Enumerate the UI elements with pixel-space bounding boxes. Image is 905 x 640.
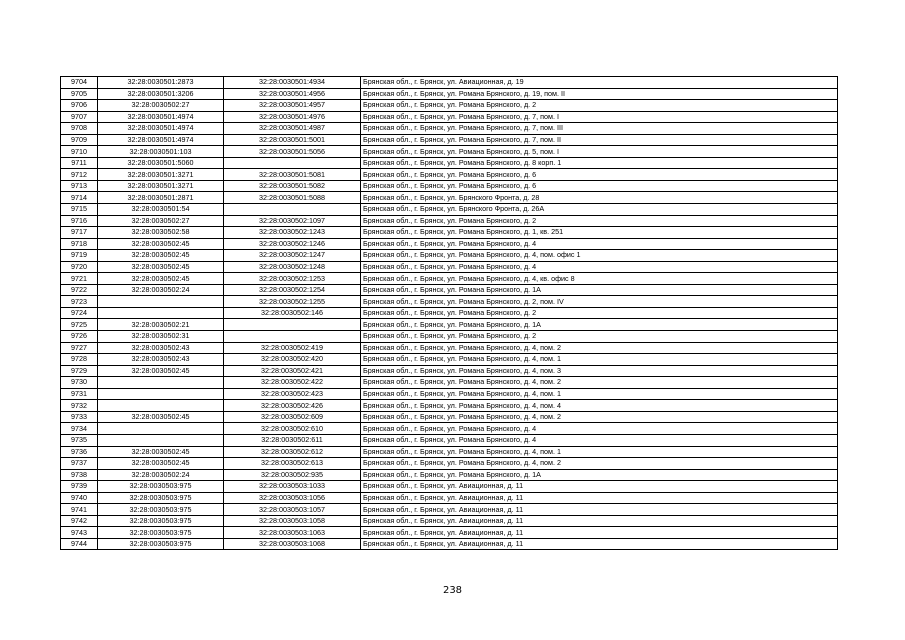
object-cadastral-number-cell: 32:28:0030502:423: [224, 388, 361, 400]
row-number-cell: 9711: [61, 157, 98, 169]
object-cadastral-number-cell: 32:28:0030502:1253: [224, 273, 361, 285]
address-cell: Брянская обл., г. Брянск, ул. Романа Брянского, д. 4, пом. 4: [361, 400, 838, 412]
address-cell: Брянская обл., г. Брянск, ул. Романа Брянского, д. 5, пом. I: [361, 146, 838, 158]
address-cell: Брянская обл., г. Брянск, ул. Романа Брянского, д. 4, пом. 1: [361, 388, 838, 400]
object-cadastral-number-cell: 32:28:0030502:1248: [224, 261, 361, 273]
row-number-cell: 9713: [61, 180, 98, 192]
address-cell: Брянская обл., г. Брянск, ул. Романа Брянского, д. 2: [361, 100, 838, 112]
object-cadastral-number-cell: 32:28:0030501:5081: [224, 169, 361, 181]
table-row: [61, 400, 838, 412]
cadastral-number-cell: [98, 377, 224, 389]
table-row: [61, 180, 838, 192]
row-number-cell: 9719: [61, 250, 98, 262]
table-row: [61, 250, 838, 262]
object-cadastral-number-cell: 32:28:0030503:1056: [224, 492, 361, 504]
address-cell: Брянская обл., г. Брянск, ул. Авиационная, д. 11: [361, 481, 838, 493]
table-row: [61, 377, 838, 389]
object-cadastral-number-cell: 32:28:0030503:1057: [224, 504, 361, 516]
table-row: [61, 504, 838, 516]
address-cell: Брянская обл., г. Брянск, ул. Романа Брянского, д. 4: [361, 261, 838, 273]
cadastral-number-cell: 32:28:0030502:45: [98, 458, 224, 470]
row-number-cell: 9739: [61, 481, 98, 493]
object-cadastral-number-cell: [224, 331, 361, 343]
cadastral-number-cell: 32:28:0030502:45: [98, 273, 224, 285]
row-number-cell: 9706: [61, 100, 98, 112]
cadastral-number-cell: 32:28:0030501:4974: [98, 123, 224, 135]
object-cadastral-number-cell: [224, 204, 361, 216]
table-row: [61, 215, 838, 227]
cadastral-number-cell: 32:28:0030502:27: [98, 100, 224, 112]
address-cell: Брянская обл., г. Брянск, ул. Романа Брянского, д. 4: [361, 434, 838, 446]
table-row: [61, 423, 838, 435]
row-number-cell: 9712: [61, 169, 98, 181]
address-cell: Брянская обл., г. Брянск, ул. Романа Брянского, д. 19, пом. II: [361, 88, 838, 100]
object-cadastral-number-cell: 32:28:0030502:1255: [224, 296, 361, 308]
row-number-cell: 9705: [61, 88, 98, 100]
page-number: 238: [442, 585, 463, 596]
row-number-cell: 9704: [61, 77, 98, 89]
address-cell: Брянская обл., г. Брянск, ул. Романа Брянского, д. 4, кв. офис 8: [361, 273, 838, 285]
address-cell: Брянская обл., г. Брянск, ул. Романа Брянского, д. 4: [361, 423, 838, 435]
address-cell: Брянская обл., г. Брянск, ул. Авиационная, д. 11: [361, 515, 838, 527]
cadastral-number-cell: 32:28:0030502:58: [98, 227, 224, 239]
table-row: [61, 88, 838, 100]
object-cadastral-number-cell: 32:28:0030502:1097: [224, 215, 361, 227]
row-number-cell: 9726: [61, 331, 98, 343]
object-cadastral-number-cell: 32:28:0030502:1243: [224, 227, 361, 239]
row-number-cell: 9725: [61, 319, 98, 331]
object-cadastral-number-cell: 32:28:0030502:419: [224, 342, 361, 354]
table-row: [61, 77, 838, 89]
row-number-cell: 9716: [61, 215, 98, 227]
row-number-cell: 9723: [61, 296, 98, 308]
address-cell: Брянская обл., г. Брянск, ул. Романа Брянского, д. 2: [361, 331, 838, 343]
cadastral-number-cell: 32:28:0030502:27: [98, 215, 224, 227]
cadastral-number-cell: 32:28:0030502:45: [98, 446, 224, 458]
address-cell: Брянская обл., г. Брянск, ул. Брянского Фронта, д. 26А: [361, 204, 838, 216]
address-cell: Брянская обл., г. Брянск, ул. Романа Брянского, д. 2: [361, 215, 838, 227]
cadastral-number-cell: 32:28:0030502:45: [98, 411, 224, 423]
cadastral-number-cell: 32:28:0030502:24: [98, 469, 224, 481]
cadastral-number-cell: 32:28:0030501:3206: [98, 88, 224, 100]
table-row: [61, 157, 838, 169]
cadastral-number-cell: 32:28:0030501:5060: [98, 157, 224, 169]
row-number-cell: 9732: [61, 400, 98, 412]
table-row: [61, 146, 838, 158]
object-cadastral-number-cell: 32:28:0030501:4976: [224, 111, 361, 123]
object-cadastral-number-cell: 32:28:0030502:1246: [224, 238, 361, 250]
address-cell: Брянская обл., г. Брянск, ул. Романа Брянского, д. 1А: [361, 469, 838, 481]
address-cell: Брянская обл., г. Брянск, ул. Романа Брянского, д. 4, пом. офис 1: [361, 250, 838, 262]
object-cadastral-number-cell: [224, 319, 361, 331]
table-row: [61, 354, 838, 366]
object-cadastral-number-cell: 32:28:0030503:1063: [224, 527, 361, 539]
row-number-cell: 9733: [61, 411, 98, 423]
row-number-cell: 9715: [61, 204, 98, 216]
address-cell: Брянская обл., г. Брянск, ул. Романа Брянского, д. 2, пом. IV: [361, 296, 838, 308]
cadastral-number-cell: 32:28:0030501:103: [98, 146, 224, 158]
cadastral-number-cell: 32:28:0030503:975: [98, 527, 224, 539]
object-cadastral-number-cell: 32:28:0030501:4987: [224, 123, 361, 135]
address-cell: Брянская обл., г. Брянск, ул. Романа Брянского, д. 4, пом. 3: [361, 365, 838, 377]
object-cadastral-number-cell: 32:28:0030502:426: [224, 400, 361, 412]
object-cadastral-number-cell: 32:28:0030501:5082: [224, 180, 361, 192]
row-number-cell: 9710: [61, 146, 98, 158]
table-row: [61, 469, 838, 481]
row-number-cell: 9743: [61, 527, 98, 539]
table-row: [61, 365, 838, 377]
cadastral-number-cell: 32:28:0030502:21: [98, 319, 224, 331]
cadastral-number-cell: [98, 423, 224, 435]
cadastral-number-cell: 32:28:0030501:4974: [98, 111, 224, 123]
table-row: [61, 388, 838, 400]
row-number-cell: 9734: [61, 423, 98, 435]
cadastral-number-cell: 32:28:0030502:45: [98, 250, 224, 262]
address-cell: Брянская обл., г. Брянск, ул. Романа Брянского, д. 1А: [361, 319, 838, 331]
registry-table: [60, 76, 838, 550]
cadastral-number-cell: 32:28:0030501:3271: [98, 180, 224, 192]
address-cell: Брянская обл., г. Брянск, ул. Романа Брянского, д. 4: [361, 238, 838, 250]
object-cadastral-number-cell: 32:28:0030502:1254: [224, 284, 361, 296]
address-cell: Брянская обл., г. Брянск, ул. Романа Брянского, д. 7, пом. II: [361, 134, 838, 146]
object-cadastral-number-cell: 32:28:0030503:1058: [224, 515, 361, 527]
table-row: [61, 284, 838, 296]
address-cell: Брянская обл., г. Брянск, ул. Романа Брянского, д. 7, пом. I: [361, 111, 838, 123]
cadastral-number-cell: 32:28:0030503:975: [98, 492, 224, 504]
object-cadastral-number-cell: 32:28:0030502:146: [224, 307, 361, 319]
cadastral-number-cell: 32:28:0030502:31: [98, 331, 224, 343]
object-cadastral-number-cell: 32:28:0030502:421: [224, 365, 361, 377]
row-number-cell: 9721: [61, 273, 98, 285]
cadastral-number-cell: 32:28:0030502:43: [98, 354, 224, 366]
address-cell: Брянская обл., г. Брянск, ул. Романа Брянского, д. 6: [361, 180, 838, 192]
row-number-cell: 9742: [61, 515, 98, 527]
row-number-cell: 9741: [61, 504, 98, 516]
address-cell: Брянская обл., г. Брянск, ул. Авиационная, д. 11: [361, 504, 838, 516]
address-cell: Брянская обл., г. Брянск, ул. Романа Брянского, д. 4, пом. 2: [361, 377, 838, 389]
object-cadastral-number-cell: 32:28:0030502:610: [224, 423, 361, 435]
table-row: [61, 111, 838, 123]
cadastral-number-cell: 32:28:0030501:4974: [98, 134, 224, 146]
object-cadastral-number-cell: 32:28:0030503:1033: [224, 481, 361, 493]
cadastral-number-cell: 32:28:0030502:43: [98, 342, 224, 354]
table-row: [61, 204, 838, 216]
address-cell: Брянская обл., г. Брянск, ул. Романа Брянского, д. 8 корп. 1: [361, 157, 838, 169]
table-row: [61, 261, 838, 273]
table-row: [61, 492, 838, 504]
object-cadastral-number-cell: 32:28:0030502:422: [224, 377, 361, 389]
cadastral-number-cell: 32:28:0030501:3271: [98, 169, 224, 181]
table-row: [61, 411, 838, 423]
row-number-cell: 9722: [61, 284, 98, 296]
table-row: [61, 319, 838, 331]
address-cell: Брянская обл., г. Брянск, ул. Романа Брянского, д. 2: [361, 307, 838, 319]
row-number-cell: 9736: [61, 446, 98, 458]
cadastral-number-cell: [98, 296, 224, 308]
cadastral-number-cell: [98, 400, 224, 412]
table-row: [61, 527, 838, 539]
cadastral-number-cell: 32:28:0030503:975: [98, 515, 224, 527]
cadastral-number-cell: 32:28:0030501:2871: [98, 192, 224, 204]
table-row: [61, 227, 838, 239]
address-cell: Брянская обл., г. Брянск, ул. Авиационная, д. 11: [361, 538, 838, 550]
row-number-cell: 9731: [61, 388, 98, 400]
table-row: [61, 123, 838, 135]
address-cell: Брянская обл., г. Брянск, ул. Авиационная, д. 19: [361, 77, 838, 89]
object-cadastral-number-cell: 32:28:0030501:4934: [224, 77, 361, 89]
address-cell: Брянская обл., г. Брянск, ул. Брянского Фронта, д. 28: [361, 192, 838, 204]
row-number-cell: 9709: [61, 134, 98, 146]
object-cadastral-number-cell: 32:28:0030503:1068: [224, 538, 361, 550]
row-number-cell: 9708: [61, 123, 98, 135]
table-row: [61, 238, 838, 250]
row-number-cell: 9728: [61, 354, 98, 366]
cadastral-number-cell: 32:28:0030501:54: [98, 204, 224, 216]
object-cadastral-number-cell: 32:28:0030501:5056: [224, 146, 361, 158]
table-row: [61, 169, 838, 181]
address-cell: Брянская обл., г. Брянск, ул. Романа Брянского, д. 6: [361, 169, 838, 181]
table-row: [61, 481, 838, 493]
cadastral-number-cell: 32:28:0030502:24: [98, 284, 224, 296]
address-cell: Брянская обл., г. Брянск, ул. Романа Брянского, д. 7, пом. III: [361, 123, 838, 135]
object-cadastral-number-cell: 32:28:0030502:613: [224, 458, 361, 470]
object-cadastral-number-cell: 32:28:0030501:4956: [224, 88, 361, 100]
row-number-cell: 9707: [61, 111, 98, 123]
address-cell: Брянская обл., г. Брянск, ул. Романа Брянского, д. 4, пом. 1: [361, 446, 838, 458]
table-row: [61, 538, 838, 550]
cadastral-number-cell: 32:28:0030503:975: [98, 504, 224, 516]
object-cadastral-number-cell: 32:28:0030502:609: [224, 411, 361, 423]
address-cell: Брянская обл., г. Брянск, ул. Романа Брянского, д. 4, пом. 2: [361, 342, 838, 354]
row-number-cell: 9729: [61, 365, 98, 377]
row-number-cell: 9718: [61, 238, 98, 250]
object-cadastral-number-cell: 32:28:0030501:5001: [224, 134, 361, 146]
row-number-cell: 9735: [61, 434, 98, 446]
address-cell: Брянская обл., г. Брянск, ул. Романа Брянского, д. 1, кв. 251: [361, 227, 838, 239]
row-number-cell: 9727: [61, 342, 98, 354]
address-cell: Брянская обл., г. Брянск, ул. Романа Брянского, д. 4, пом. 2: [361, 411, 838, 423]
table-row: [61, 515, 838, 527]
table-row: [61, 296, 838, 308]
registry-table-body: [61, 77, 838, 550]
object-cadastral-number-cell: 32:28:0030502:1247: [224, 250, 361, 262]
row-number-cell: 9714: [61, 192, 98, 204]
address-cell: Брянская обл., г. Брянск, ул. Романа Брянского, д. 1А: [361, 284, 838, 296]
row-number-cell: 9738: [61, 469, 98, 481]
table-row: [61, 342, 838, 354]
row-number-cell: 9740: [61, 492, 98, 504]
object-cadastral-number-cell: 32:28:0030502:935: [224, 469, 361, 481]
table-row: [61, 134, 838, 146]
address-cell: Брянская обл., г. Брянск, ул. Авиационная, д. 11: [361, 492, 838, 504]
object-cadastral-number-cell: 32:28:0030501:5088: [224, 192, 361, 204]
address-cell: Брянская обл., г. Брянск, ул. Романа Брянского, д. 4, пом. 2: [361, 458, 838, 470]
cadastral-number-cell: [98, 307, 224, 319]
row-number-cell: 9724: [61, 307, 98, 319]
cadastral-number-cell: 32:28:0030503:975: [98, 481, 224, 493]
row-number-cell: 9720: [61, 261, 98, 273]
cadastral-number-cell: 32:28:0030502:45: [98, 365, 224, 377]
cadastral-number-cell: [98, 434, 224, 446]
object-cadastral-number-cell: [224, 157, 361, 169]
row-number-cell: 9744: [61, 538, 98, 550]
table-row: [61, 307, 838, 319]
table-row: [61, 192, 838, 204]
row-number-cell: 9717: [61, 227, 98, 239]
table-row: [61, 331, 838, 343]
table-row: [61, 100, 838, 112]
object-cadastral-number-cell: 32:28:0030502:612: [224, 446, 361, 458]
object-cadastral-number-cell: 32:28:0030502:420: [224, 354, 361, 366]
table-row: [61, 446, 838, 458]
table-row: [61, 458, 838, 470]
table-row: [61, 273, 838, 285]
object-cadastral-number-cell: 32:28:0030502:611: [224, 434, 361, 446]
address-cell: Брянская обл., г. Брянск, ул. Романа Брянского, д. 4, пом. 1: [361, 354, 838, 366]
address-cell: Брянская обл., г. Брянск, ул. Авиационная, д. 11: [361, 527, 838, 539]
cadastral-number-cell: 32:28:0030502:45: [98, 238, 224, 250]
row-number-cell: 9737: [61, 458, 98, 470]
cadastral-number-cell: 32:28:0030502:45: [98, 261, 224, 273]
row-number-cell: 9730: [61, 377, 98, 389]
cadastral-number-cell: 32:28:0030501:2873: [98, 77, 224, 89]
cadastral-number-cell: [98, 388, 224, 400]
cadastral-number-cell: 32:28:0030503:975: [98, 538, 224, 550]
table-row: [61, 434, 838, 446]
object-cadastral-number-cell: 32:28:0030501:4957: [224, 100, 361, 112]
